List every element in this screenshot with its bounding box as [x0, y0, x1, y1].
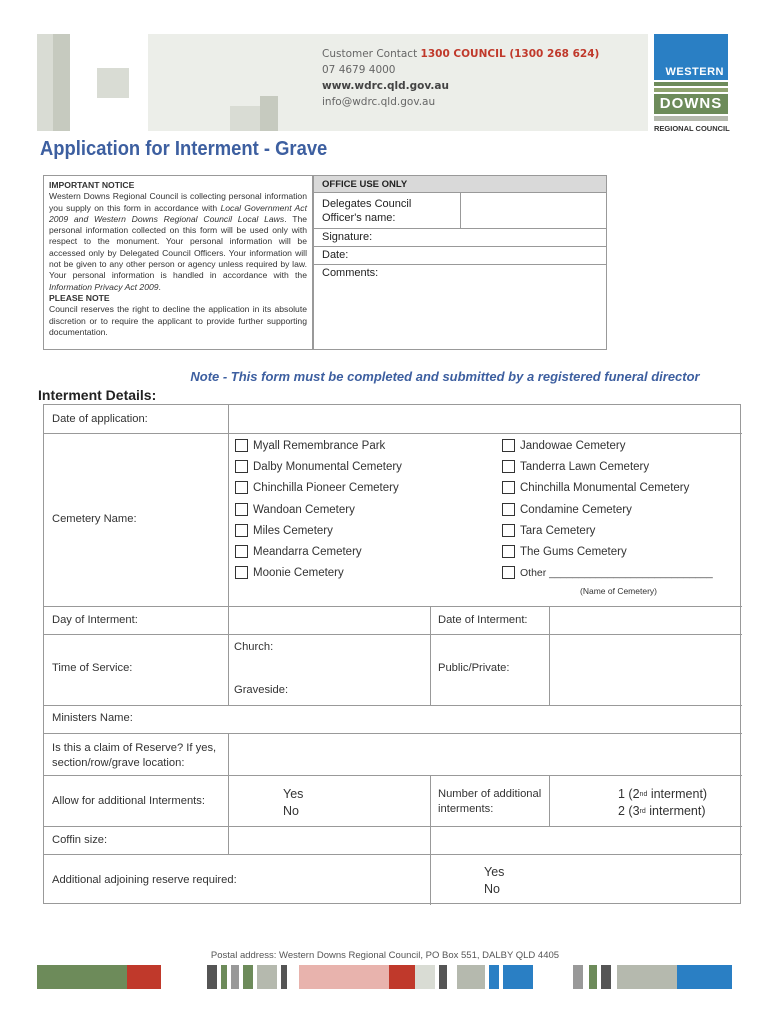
public-private-label: Public/Private: — [438, 662, 510, 674]
footer-bar-segment — [589, 965, 597, 989]
cemetery-option-jandowae[interactable] — [502, 439, 625, 452]
notice-text: Western Downs Regional Council is collecting personal information you supply on this form in accordance with — [49, 191, 307, 213]
day-of-interment-label: Day of Interment: — [52, 614, 138, 626]
footer-bar-segment — [243, 965, 253, 989]
footer-decor-bar — [37, 965, 732, 989]
yes-option[interactable]: Yes — [484, 865, 505, 879]
logo-green-stripe — [654, 88, 728, 92]
option-text: 1 (2 — [618, 787, 640, 801]
reserve-claim-label — [52, 741, 216, 771]
officer-name-row — [314, 193, 606, 229]
number-additional-line2: interments: — [438, 803, 494, 815]
officer-name-field[interactable] — [461, 193, 606, 229]
checkbox[interactable] — [502, 481, 515, 494]
grid-line — [430, 606, 431, 705]
time-of-service-label: Time of Service: — [52, 662, 133, 674]
reserve-claim-line2: section/row/grave location: — [52, 757, 185, 769]
please-note-paragraph: Council reserves the right to decline the application in its absolute discretion or to require the applicant to provide further supporting documentation. — [49, 304, 307, 337]
cemetery-name-label: Cemetery Name: — [52, 513, 137, 525]
no-option[interactable]: No — [484, 882, 500, 896]
footer-bar-segment — [127, 965, 161, 989]
footer-bar-segment — [257, 965, 277, 989]
customer-contact-number: 1300 COUNCIL (1300 268 624) — [420, 48, 600, 60]
cemetery-option-tanderra[interactable] — [502, 460, 649, 473]
logo-regional-council: REGIONAL COUNCIL — [654, 124, 730, 133]
yes-option[interactable]: Yes — [283, 787, 304, 801]
cemetery-option-tara[interactable] — [502, 524, 595, 537]
cemetery-option-moonie[interactable] — [235, 566, 344, 579]
coffin-size-label: Coffin size: — [52, 834, 108, 846]
checkbox[interactable] — [502, 566, 515, 579]
option-text: interment) — [645, 804, 706, 818]
graveside-label: Graveside: — [234, 684, 289, 696]
day-of-interment-input[interactable] — [229, 607, 429, 634]
grid-line — [44, 775, 742, 776]
checkbox[interactable] — [235, 524, 248, 537]
footer-bar-segment — [37, 965, 127, 989]
header-decor-block — [260, 96, 278, 131]
church-label: Church: — [234, 641, 274, 653]
grid-line — [549, 775, 550, 826]
cemetery-option-condamine[interactable] — [502, 503, 632, 516]
checkbox[interactable] — [235, 545, 248, 558]
option-label: The Gums Cemetery — [520, 545, 627, 558]
reserve-claim-line1: Is this a claim of Reserve? If yes, — [52, 742, 217, 754]
date-of-interment-input[interactable] — [550, 607, 741, 634]
page-title: Application for Interment - Grave — [40, 138, 328, 160]
checkbox[interactable] — [235, 503, 248, 516]
notice-text-italic: Local Government Act 2009 and Western Downs Regional Council Local Laws — [49, 202, 307, 224]
footer-bar-segment — [457, 965, 485, 989]
option-label: Other ____________________________ — [520, 566, 713, 579]
postal-address-footer: Postal address: Western Downs Regional Council, PO Box 551, DALBY QLD 4405 — [210, 950, 560, 961]
public-private-input[interactable] — [550, 635, 741, 705]
option-sup: nd — [639, 791, 648, 798]
checkbox[interactable] — [235, 460, 248, 473]
notice-text: . The personal information collected on this form will be used only with respect to the monument. Your personal information will be accessed only by Delegated Council Officers. Your information will not be given to any other person or agency unless required by law. Your personal information is handled in accordance with the — [49, 213, 308, 281]
grid-line — [44, 433, 742, 434]
header-decor-block — [53, 34, 70, 131]
allow-additional-label: Allow for additional Interments: — [52, 795, 205, 807]
footer-bar-segment — [207, 965, 217, 989]
cemetery-option-chinchilla-monumental[interactable] — [502, 481, 689, 494]
option-label: Miles Cemetery — [253, 524, 333, 537]
contact-email: info@wdrc.qld.gov.au — [322, 96, 436, 108]
grid-line — [44, 854, 742, 855]
cemetery-option-wandoan[interactable] — [235, 503, 355, 516]
footer-bar-segment — [231, 965, 239, 989]
third-interment-option[interactable] — [618, 803, 707, 820]
option-label: Wandoan Cemetery — [253, 503, 355, 516]
cemetery-option-dalby[interactable] — [235, 460, 402, 473]
number-additional-label — [438, 787, 541, 817]
checkbox[interactable] — [502, 524, 515, 537]
footer-bar-segment — [489, 965, 499, 989]
checkbox[interactable] — [502, 460, 515, 473]
footer-bar-segment — [601, 965, 611, 989]
contact-website: www.wdrc.qld.gov.au — [322, 80, 449, 92]
logo-downs: DOWNS — [659, 95, 723, 112]
interment-details-heading: Interment Details: — [38, 387, 157, 403]
cemetery-option-the-gums[interactable] — [502, 545, 627, 558]
option-text: interment) — [647, 787, 708, 801]
notice-text-italic: Information Privacy Act 2009 — [49, 281, 159, 292]
logo-green-stripe — [654, 82, 728, 86]
footer-bar-segment — [415, 965, 435, 989]
date-of-interment-label: Date of Interment: — [438, 614, 528, 626]
officer-name-label: Delegates Council Officer's name: — [322, 198, 412, 224]
comments-field[interactable] — [314, 265, 606, 349]
adjoining-reserve-options[interactable] — [484, 864, 504, 898]
checkbox[interactable] — [502, 545, 515, 558]
ministers-name-label: Ministers Name: — [52, 712, 133, 724]
number-additional-line1: Number of additional — [438, 788, 542, 800]
adjoining-reserve-label: Additional adjoining reserve required: — [52, 874, 237, 886]
footer-bar-segment — [677, 965, 732, 989]
signature-field[interactable] — [314, 229, 606, 247]
interment-number-options[interactable] — [618, 786, 707, 820]
comments-label: Comments: — [322, 267, 379, 279]
date-field[interactable] — [314, 247, 606, 265]
option-label: Jandowae Cemetery — [520, 439, 626, 452]
cemetery-option-miles[interactable] — [235, 524, 333, 537]
option-label: Tanderra Lawn Cemetery — [520, 460, 650, 473]
grid-line — [228, 405, 229, 606]
ministers-name-input[interactable] — [229, 706, 741, 733]
header-decor-block — [97, 68, 129, 98]
notice-text: . — [158, 281, 161, 292]
allow-additional-options[interactable] — [283, 786, 303, 820]
checkbox[interactable] — [235, 481, 248, 494]
logo-grey-stripe — [654, 116, 728, 121]
important-notice — [43, 175, 313, 350]
option-text: 2 (3 — [618, 804, 640, 818]
reserve-location-input[interactable] — [229, 734, 741, 775]
grid-line — [228, 634, 430, 635]
cemetery-option-meandarra[interactable] — [235, 545, 362, 558]
footer-bar-segment — [221, 965, 227, 989]
office-use-heading: OFFICE USE ONLY — [314, 176, 606, 193]
notice-heading: IMPORTANT NOTICE — [49, 180, 135, 190]
checkbox[interactable] — [235, 566, 248, 579]
checkbox[interactable] — [235, 439, 248, 452]
footer-bar-segment — [439, 965, 447, 989]
no-option[interactable]: No — [283, 804, 299, 818]
signature-label: Signature: — [322, 231, 373, 243]
cemetery-option-myall[interactable] — [235, 439, 385, 452]
contact-phone: 07 4679 4000 — [322, 64, 396, 76]
footer-bar-segment — [503, 965, 533, 989]
option-label: Tara Cemetery — [520, 524, 596, 537]
contact-block — [322, 46, 599, 110]
date-of-application-input[interactable] — [229, 405, 741, 433]
option-label: Meandarra Cemetery — [253, 545, 362, 558]
option-label: Chinchilla Monumental Cemetery — [520, 481, 690, 494]
please-note-heading: PLEASE NOTE — [49, 292, 110, 303]
footer-bar-segment — [299, 965, 389, 989]
option-label: Myall Remembrance Park — [253, 439, 386, 452]
notice-paragraph — [49, 191, 307, 293]
checkbox[interactable] — [502, 503, 515, 516]
option-label: Dalby Monumental Cemetery — [253, 460, 402, 473]
logo-western: WESTERN — [665, 66, 724, 78]
option-label: Chinchilla Pioneer Cemetery — [253, 481, 399, 494]
footer-bar-segment — [389, 965, 415, 989]
second-interment-option[interactable] — [618, 786, 707, 803]
checkbox[interactable] — [502, 439, 515, 452]
coffin-size-input[interactable] — [431, 827, 741, 854]
office-use-box — [313, 175, 607, 350]
footer-bar-segment — [573, 965, 583, 989]
option-sup: rd — [639, 808, 646, 815]
cemetery-option-chinchilla-pioneer[interactable] — [235, 481, 399, 494]
name-of-cemetery-hint: (Name of Cemetery) — [580, 586, 657, 596]
option-label: Moonie Cemetery — [253, 566, 344, 579]
date-label: Date: — [322, 249, 349, 261]
cemetery-option-other[interactable] — [502, 566, 713, 579]
option-label: Condamine Cemetery — [520, 503, 632, 516]
footer-bar-segment — [281, 965, 287, 989]
customer-contact-label: Customer Contact — [322, 48, 418, 60]
date-of-application-label: Date of application: — [52, 413, 148, 425]
footer-bar-segment — [617, 965, 677, 989]
funeral-director-note: Note - This form must be completed and submitted by a registered funeral director — [190, 369, 700, 384]
interment-details-form — [43, 404, 741, 904]
